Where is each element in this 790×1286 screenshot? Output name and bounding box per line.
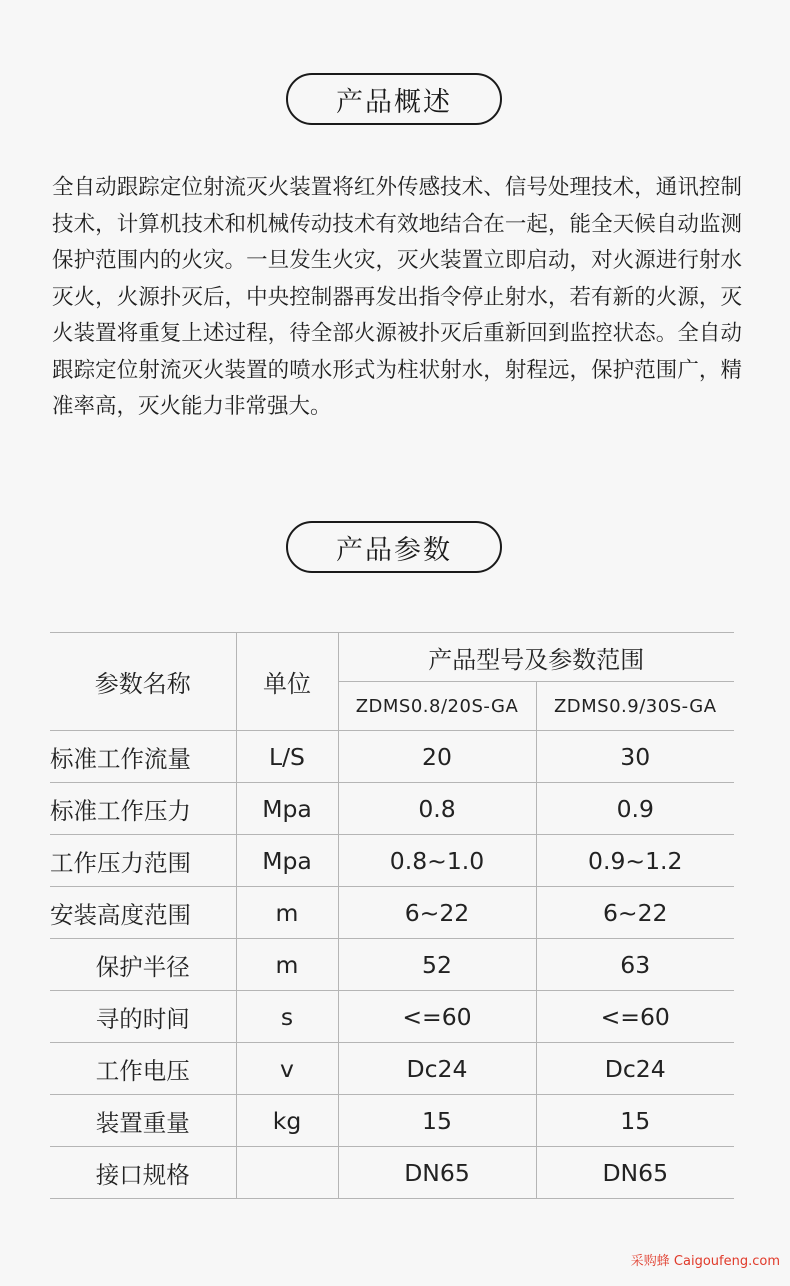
table-row: [50, 835, 734, 887]
params-heading-label: 产品参数: [336, 534, 452, 566]
param-name: 安装高度范围: [50, 887, 236, 939]
header-model-range: 产品型号及参数范围: [338, 633, 734, 682]
param-name: 标准工作流量: [50, 731, 236, 783]
table-row: [50, 783, 734, 835]
param-name: 接口规格: [50, 1147, 236, 1199]
header-model-1: ZDMS0.8/20S-GA: [338, 682, 536, 731]
param-value-2: 6~22: [536, 887, 734, 939]
param-value-1: 15: [338, 1095, 536, 1147]
table-row: [50, 887, 734, 939]
param-name: 装置重量: [50, 1095, 236, 1147]
params-table: [50, 632, 734, 1199]
param-value-2: 0.9: [536, 783, 734, 835]
param-value-2: 0.9~1.2: [536, 835, 734, 887]
param-unit: kg: [236, 1095, 338, 1147]
param-value-2: 15: [536, 1095, 734, 1147]
param-name: 工作压力范围: [50, 835, 236, 887]
param-name: 保护半径: [50, 939, 236, 991]
param-value-2: 63: [536, 939, 734, 991]
overview-heading-label: 产品概述: [336, 86, 452, 118]
table-row: [50, 1043, 734, 1095]
param-unit: [236, 1147, 338, 1199]
param-value-2: Dc24: [536, 1043, 734, 1095]
table-row: [50, 939, 734, 991]
overview-heading: [286, 73, 502, 125]
param-value-2: 30: [536, 731, 734, 783]
table-row: [50, 991, 734, 1043]
param-value-1: DN65: [338, 1147, 536, 1199]
param-unit: s: [236, 991, 338, 1043]
header-unit: 单位: [236, 633, 338, 731]
param-value-1: <=60: [338, 991, 536, 1043]
param-unit: Mpa: [236, 783, 338, 835]
param-value-1: 0.8: [338, 783, 536, 835]
watermark: 采购蜂 Caigoufeng.com: [630, 1254, 780, 1269]
table-row: [50, 1095, 734, 1147]
param-unit: Mpa: [236, 835, 338, 887]
param-value-1: Dc24: [338, 1043, 536, 1095]
param-name: 寻的时间: [50, 991, 236, 1043]
param-value-2: <=60: [536, 991, 734, 1043]
overview-description: 全自动跟踪定位射流灭火装置将红外传感技术、信号处理技术，通讯控制技术，计算机技术和机械传动技术有效地结合在一起，能全天候自动监测保护范围内的火灾。一旦发生火灾，灭火装置立即启动，对火源进行射水灭火，火源扑灭后，中央控制器再发出指令停止射水，若有新的火源，灭火装置将重复上述过程，待全部火源被扑灭后重新回到监控状态。全自动跟踪定位射流灭火装置的喷水形式为柱状射水，射程远，保护范围广，精准率高，灭火能力非常强大。: [52, 175, 742, 419]
param-unit: v: [236, 1043, 338, 1095]
table-row: [50, 1147, 734, 1199]
header-param-name: 参数名称: [50, 633, 236, 731]
param-value-1: 0.8~1.0: [338, 835, 536, 887]
param-value-1: 52: [338, 939, 536, 991]
header-model-2: ZDMS0.9/30S-GA: [536, 682, 734, 731]
params-heading: [286, 521, 502, 573]
param-name: 标准工作压力: [50, 783, 236, 835]
param-value-2: DN65: [536, 1147, 734, 1199]
param-name: 工作电压: [50, 1043, 236, 1095]
param-value-1: 6~22: [338, 887, 536, 939]
param-unit: L/S: [236, 731, 338, 783]
param-unit: m: [236, 939, 338, 991]
table-row: [50, 731, 734, 783]
param-unit: m: [236, 887, 338, 939]
param-value-1: 20: [338, 731, 536, 783]
